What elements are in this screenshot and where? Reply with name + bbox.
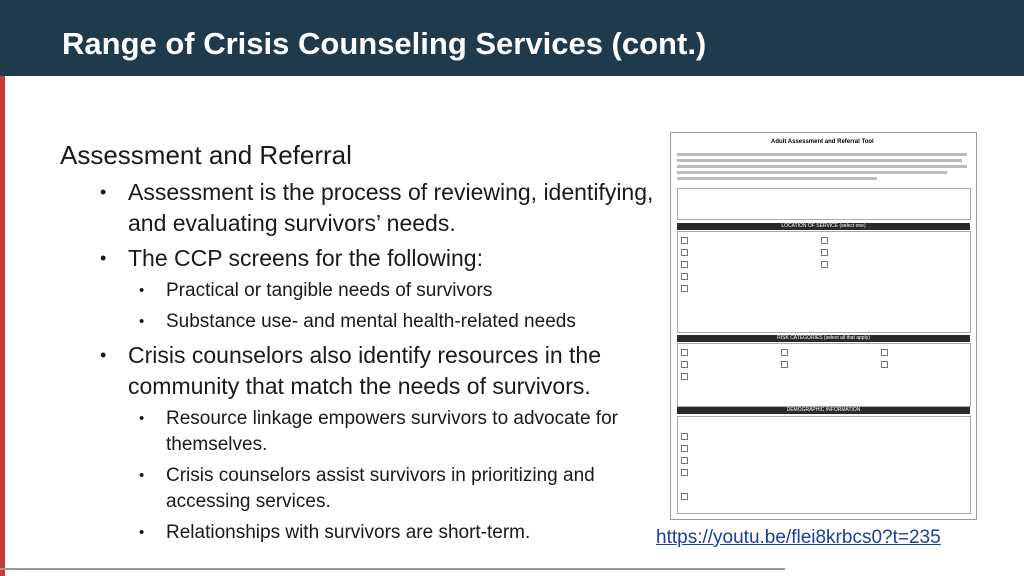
youtube-link[interactable]: https://youtu.be/flei8krbcs0?t=235 [656, 527, 941, 548]
bullet-dot-icon: • [139, 282, 145, 299]
form-checkbox [681, 373, 688, 380]
sub-bullet-item [60, 520, 660, 546]
form-section-demographic: DEMOGRAPHIC INFORMATION [677, 407, 970, 414]
form-provider-grid [677, 188, 971, 220]
bullet-item [60, 340, 660, 402]
form-checkbox [681, 349, 688, 356]
bullet-item [60, 243, 660, 274]
bullet-dot-icon: • [139, 524, 145, 541]
form-section-risk: RISK CATEGORIES (select all that apply) [677, 335, 970, 342]
form-checkbox [681, 445, 688, 452]
form-title: Adult Assessment and Referral Tool [771, 139, 874, 145]
form-text-line [677, 153, 967, 156]
form-checkbox [821, 237, 828, 244]
form-checkbox [781, 349, 788, 356]
form-text-line [677, 165, 967, 168]
bullet-dot-icon: • [139, 313, 145, 330]
bullet-dot-icon: • [139, 467, 145, 484]
bullet-text: Practical or tangible needs of survivors [166, 280, 493, 301]
form-checkbox [821, 249, 828, 256]
form-checkbox [681, 469, 688, 476]
form-checkbox [681, 285, 688, 292]
form-checkbox [681, 249, 688, 256]
form-location-grid [677, 231, 971, 333]
form-checkbox [681, 433, 688, 440]
form-risk-grid [677, 343, 971, 407]
bullet-text: The CCP screens for the following: [128, 245, 483, 271]
title-bar [0, 0, 1024, 76]
slide-title: Range of Crisis Counseling Services (cont.) [62, 26, 707, 61]
bullet-dot-icon: • [100, 248, 107, 268]
sub-bullet-item [60, 278, 660, 304]
section-heading: Assessment and Referral [60, 140, 352, 170]
bullet-text: Relationships with survivors are short-term. [166, 522, 531, 543]
accent-bar [0, 76, 5, 576]
form-checkbox [681, 273, 688, 280]
form-checkbox [821, 261, 828, 268]
form-text-line [677, 171, 947, 174]
form-checkbox [681, 261, 688, 268]
bullet-item [60, 177, 660, 239]
form-checkbox [681, 237, 688, 244]
form-demographic-grid [677, 416, 971, 514]
form-checkbox [681, 361, 688, 368]
bullet-text: Crisis counselors also identify resources in the community that match the needs of survivors. [128, 342, 601, 399]
slide-body [60, 140, 660, 551]
form-text-line [677, 159, 962, 162]
bottom-divider [0, 568, 785, 570]
bullet-dot-icon: • [100, 182, 107, 202]
form-checkbox [681, 493, 688, 500]
form-section-location: LOCATION OF SERVICE (select one) [677, 223, 970, 230]
form-checkbox [881, 361, 888, 368]
bullet-dot-icon: • [100, 345, 107, 365]
bullet-text: Substance use- and mental health-related needs [166, 311, 576, 332]
sub-bullet-item [60, 406, 660, 458]
sub-bullet-item [60, 463, 660, 515]
bullet-dot-icon: • [139, 410, 145, 427]
form-checkbox [781, 361, 788, 368]
form-checkbox [881, 349, 888, 356]
bullet-text: Resource linkage empowers survivors to advocate for themselves. [166, 408, 618, 455]
form-text-line [677, 177, 877, 180]
form-checkbox [681, 457, 688, 464]
bullet-text: Assessment is the process of reviewing, identifying, and evaluating survivors’ needs. [128, 179, 654, 236]
bullet-text: Crisis counselors assist survivors in prioritizing and accessing services. [166, 465, 595, 512]
assessment-form-image [670, 132, 977, 520]
sub-bullet-item [60, 309, 660, 335]
